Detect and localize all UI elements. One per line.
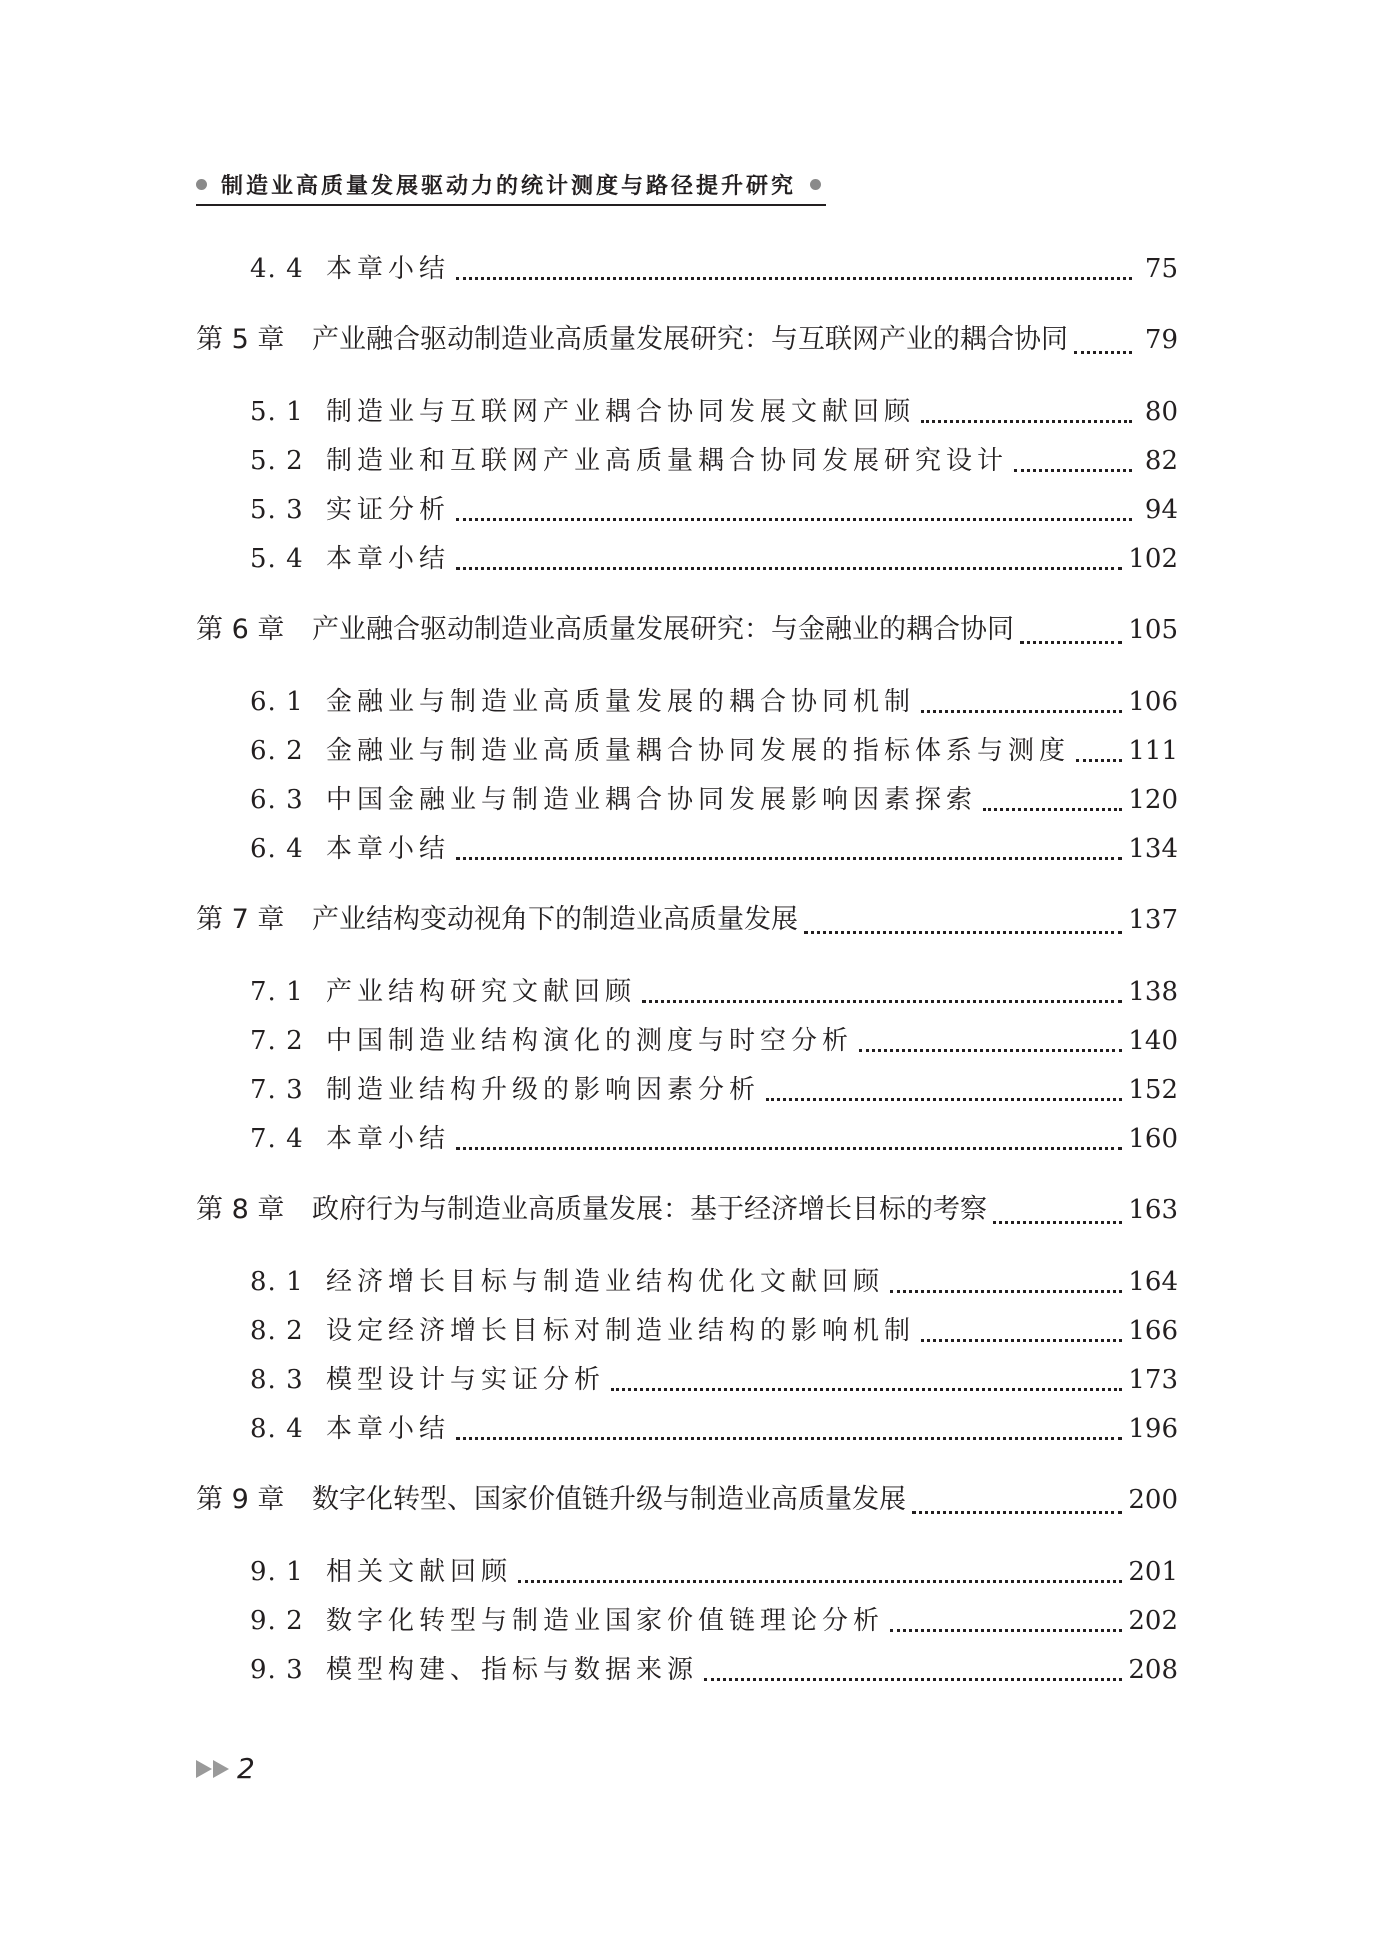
page-reference: 94 xyxy=(1144,495,1178,525)
toc-section-entry[interactable] xyxy=(196,248,1178,297)
toc-section-entry[interactable] xyxy=(196,489,1178,538)
page-reference: 200 xyxy=(1128,1485,1178,1515)
section-title: 经济增长目标与制造业结构优化文献回顾 xyxy=(326,1267,885,1297)
page-reference: 166 xyxy=(1128,1316,1178,1346)
page-reference: 164 xyxy=(1128,1267,1178,1297)
dot-leader xyxy=(983,808,1122,811)
dot-leader xyxy=(921,420,1132,423)
page-reference: 137 xyxy=(1128,905,1178,935)
section-number: 7. 3 xyxy=(250,1075,304,1105)
dot-leader xyxy=(1020,641,1122,644)
page-reference: 120 xyxy=(1128,785,1178,815)
toc-section-entry[interactable] xyxy=(196,779,1178,828)
bullet-dot-icon xyxy=(810,179,821,190)
section-number: 6. 3 xyxy=(250,785,304,815)
section-title: 模型构建、指标与数据来源 xyxy=(326,1655,699,1685)
chapter-number: 第 6 章 xyxy=(196,614,285,645)
chapter-title: 政府行为与制造业高质量发展：基于经济增长目标的考察 xyxy=(312,1194,987,1225)
dot-leader xyxy=(890,1290,1122,1293)
toc-section-entry[interactable] xyxy=(196,1261,1178,1310)
toc-section-entry[interactable] xyxy=(196,681,1178,730)
toc-section-entry[interactable] xyxy=(196,440,1178,489)
section-title: 本章小结 xyxy=(326,544,451,574)
chapter-title: 产业融合驱动制造业高质量发展研究：与金融业的耦合协同 xyxy=(312,614,1014,645)
section-title: 制造业和互联网产业高质量耦合协同发展研究设计 xyxy=(326,446,1009,476)
toc-section-entry[interactable] xyxy=(196,1069,1178,1118)
page-reference: 173 xyxy=(1128,1365,1178,1395)
section-title: 制造业与互联网产业耦合协同发展文献回顾 xyxy=(326,397,916,427)
section-title: 数字化转型与制造业国家价值链理论分析 xyxy=(326,1606,885,1636)
section-number: 8. 2 xyxy=(250,1316,304,1346)
section-number: 8. 1 xyxy=(250,1267,304,1297)
section-title: 制造业结构升级的影响因素分析 xyxy=(326,1075,761,1105)
page-reference: 202 xyxy=(1128,1606,1178,1636)
dot-leader xyxy=(456,1437,1122,1440)
section-number: 7. 4 xyxy=(250,1124,304,1154)
section-number: 6. 2 xyxy=(250,736,304,766)
section-number: 4. 4 xyxy=(250,254,304,284)
dot-leader xyxy=(456,518,1132,521)
dot-leader xyxy=(456,277,1132,280)
section-number: 5. 4 xyxy=(250,544,304,574)
running-header xyxy=(196,164,826,206)
section-number: 6. 4 xyxy=(250,834,304,864)
page-reference: 201 xyxy=(1128,1557,1178,1587)
section-title: 本章小结 xyxy=(326,834,451,864)
section-number: 9. 3 xyxy=(250,1655,304,1685)
dot-leader xyxy=(611,1388,1122,1391)
section-number: 7. 2 xyxy=(250,1026,304,1056)
double-arrow-icon xyxy=(196,1760,229,1778)
toc-section-entry[interactable] xyxy=(196,1551,1178,1600)
chapter-number: 第 9 章 xyxy=(196,1484,285,1515)
section-number: 9. 2 xyxy=(250,1606,304,1636)
page-reference: 140 xyxy=(1128,1026,1178,1056)
book-title: 制造业高质量发展驱动力的统计测度与路径提升研究 xyxy=(221,172,797,199)
page-reference: 82 xyxy=(1144,446,1178,476)
section-number: 8. 4 xyxy=(250,1414,304,1444)
section-number: 5. 2 xyxy=(250,446,304,476)
chapter-title: 数字化转型、国家价值链升级与制造业高质量发展 xyxy=(312,1484,906,1515)
dot-leader xyxy=(1076,759,1122,762)
toc-section-entry[interactable] xyxy=(196,1600,1178,1649)
section-title: 中国金融业与制造业耦合协同发展影响因素探索 xyxy=(326,785,978,815)
dot-leader xyxy=(921,1339,1122,1342)
section-number: 7. 1 xyxy=(250,977,304,1007)
toc-section-entry[interactable] xyxy=(196,1118,1178,1167)
dot-leader xyxy=(859,1049,1122,1052)
section-number: 9. 1 xyxy=(250,1557,304,1587)
toc-section-entry[interactable] xyxy=(196,730,1178,779)
toc-section-entry[interactable] xyxy=(196,1020,1178,1069)
dot-leader xyxy=(993,1221,1122,1224)
section-title: 本章小结 xyxy=(326,1414,451,1444)
chapter-number: 第 7 章 xyxy=(196,904,285,935)
page-reference: 134 xyxy=(1128,834,1178,864)
section-title: 本章小结 xyxy=(326,1124,451,1154)
section-title: 模型设计与实证分析 xyxy=(326,1365,606,1395)
dot-leader xyxy=(1014,469,1132,472)
toc-chapter-entry[interactable] xyxy=(196,607,1178,665)
page-footer xyxy=(196,1752,255,1785)
page-reference: 163 xyxy=(1128,1195,1178,1225)
dot-leader xyxy=(518,1580,1122,1583)
section-title: 本章小结 xyxy=(326,254,451,284)
toc-chapter-entry[interactable] xyxy=(196,897,1178,955)
section-title: 产业结构研究文献回顾 xyxy=(326,977,637,1007)
toc-section-entry[interactable] xyxy=(196,971,1178,1020)
section-title: 设定经济增长目标对制造业结构的影响机制 xyxy=(326,1316,916,1346)
toc-section-entry[interactable] xyxy=(196,391,1178,440)
toc-section-entry[interactable] xyxy=(196,538,1178,587)
page-reference: 208 xyxy=(1128,1655,1178,1685)
page-reference: 105 xyxy=(1128,615,1178,645)
page-reference: 111 xyxy=(1128,736,1178,766)
chapter-number: 第 8 章 xyxy=(196,1194,285,1225)
section-title: 中国制造业结构演化的测度与时空分析 xyxy=(326,1026,854,1056)
page-reference: 152 xyxy=(1128,1075,1178,1105)
page-reference: 196 xyxy=(1128,1414,1178,1444)
dot-leader xyxy=(766,1098,1122,1101)
page-reference: 80 xyxy=(1144,397,1178,427)
toc-section-entry[interactable] xyxy=(196,1359,1178,1408)
dot-leader xyxy=(456,857,1122,860)
dot-leader xyxy=(804,931,1122,934)
dot-leader xyxy=(704,1678,1122,1681)
dot-leader xyxy=(912,1511,1122,1514)
toc-section-entry[interactable] xyxy=(196,1310,1178,1359)
page-number: 2 xyxy=(237,1752,255,1785)
dot-leader xyxy=(1074,351,1132,354)
dot-leader xyxy=(890,1629,1122,1632)
dot-leader xyxy=(921,710,1122,713)
section-title: 金融业与制造业高质量发展的耦合协同机制 xyxy=(326,687,916,717)
toc-chapter-entry[interactable] xyxy=(196,1477,1178,1535)
page-reference: 160 xyxy=(1128,1124,1178,1154)
bullet-dot-icon xyxy=(196,179,207,190)
chapter-title: 产业融合驱动制造业高质量发展研究：与互联网产业的耦合协同 xyxy=(312,324,1068,355)
section-title: 相关文献回顾 xyxy=(326,1557,513,1587)
toc-section-entry[interactable] xyxy=(196,1649,1178,1698)
table-of-contents xyxy=(196,248,1178,1698)
chapter-number: 第 5 章 xyxy=(196,324,285,355)
dot-leader xyxy=(456,567,1122,570)
section-title: 金融业与制造业高质量耦合协同发展的指标体系与测度 xyxy=(326,736,1071,766)
dot-leader xyxy=(642,1000,1122,1003)
page-reference: 75 xyxy=(1144,254,1178,284)
toc-chapter-entry[interactable] xyxy=(196,1187,1178,1245)
page-reference: 102 xyxy=(1128,544,1178,574)
page-reference: 79 xyxy=(1144,325,1178,355)
section-number: 5. 3 xyxy=(250,495,304,525)
section-title: 实证分析 xyxy=(326,495,451,525)
toc-section-entry[interactable] xyxy=(196,828,1178,877)
section-number: 6. 1 xyxy=(250,687,304,717)
section-number: 8. 3 xyxy=(250,1365,304,1395)
page-reference: 106 xyxy=(1128,687,1178,717)
toc-section-entry[interactable] xyxy=(196,1408,1178,1457)
toc-chapter-entry[interactable] xyxy=(196,317,1178,375)
dot-leader xyxy=(456,1147,1122,1150)
chapter-title: 产业结构变动视角下的制造业高质量发展 xyxy=(312,904,798,935)
section-number: 5. 1 xyxy=(250,397,304,427)
page-reference: 138 xyxy=(1128,977,1178,1007)
